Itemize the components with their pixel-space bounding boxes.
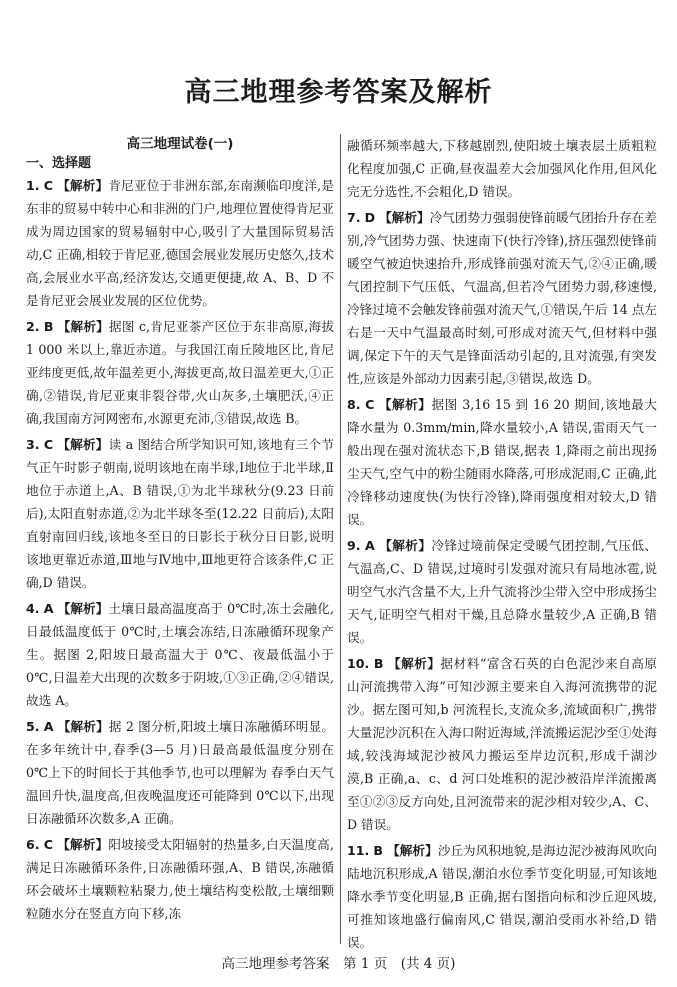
answer-letter: A	[43, 719, 54, 734]
analysis-tag: 【解析】	[57, 319, 110, 334]
section-heading: 一、选择题	[26, 156, 92, 171]
analysis-text: 冷气团势力强弱使锋前暖气团抬升存在差别,冷气团势力强、快速南下(快行冷锋),挤压强烈使锋前暖空气被迫快速抬升,形成锋前强对流天气,②④正确,暖气团控制下气压低、气温高,但若冷气团势力弱,移速慢,冷锋过境不会触发锋前强对流天气,①错误,午后 14 点左右是一天中气温最高时刻,可形成对流天气,但材料中强调,保定下午的天气是锋面活动引起的,且对流强,有突发性,应该是外部动力因素引起,③错误,故选 D。	[347, 210, 657, 386]
question-number: 7.	[347, 210, 361, 225]
analysis-text: 据图 c,肯尼亚茶产区位于东非高原,海拔 1 000 米以上,靠近赤道。与我国江南丘陵地区比,肯尼亚纬度更低,故年温差更小,海拔更高,故日温差更大,①正确,②错误,肯尼亚東非裂谷带,火山灰多,土壤肥沃,④正确,我国南方河网密布,水源更充沛,③错误,故选 B。	[26, 319, 334, 426]
right-items	[347, 206, 657, 954]
analysis-text: 阳坡接受太阳辐射的热量多,白天温度高,满足日冻融循环条件,日冻融循环强,A、B 错误,冻融循环会破坏土壤颗粒粘聚力,使土壤结构变松散,土壤细颗粒随水分在竖直方向下移,冻	[26, 837, 334, 921]
analysis-text: 冷锋过境前保定受暖气团控制,气压低、气温高,C、D 错误,过境时引发强对流只有局地冰雹,说明空气水汽含量不大,上升气流将沙尘带入空中形成扬尘天气,证明空气相对干燥,且总降水量较少,A 正确,B 错误。	[347, 538, 657, 645]
answer-letter: A	[43, 601, 54, 616]
analysis-text: 肯尼亚位于非洲东部,东南濒临印度洋,是东非的贸易中转中心和非洲的门户,地理位置使得肯尼亚成为周边国家的贸易辐射中心,吸引了大量国际贸易活动,C 正确,相较于肯尼亚,德国会展业发展历史悠久,技术高,会展业水平高,经济发达,交通更便捷,故 A、B、D 不是肯尼亚会展业发展的区位优势。	[26, 178, 334, 308]
page-title: 高三地理参考答案及解析	[184, 77, 493, 108]
answer-letter: C	[43, 437, 54, 452]
question-number: 6.	[26, 837, 40, 852]
analysis-tag: 【解析】	[57, 437, 109, 452]
analysis-tag: 【解析】	[387, 843, 438, 858]
analysis-tag: 【解析】	[379, 538, 432, 553]
question-number: 9.	[347, 538, 361, 553]
exam-subtitle: 高三地理试卷(一)	[126, 136, 234, 152]
column-divider	[340, 134, 341, 944]
answer-letter: C	[43, 837, 54, 852]
analysis-tag: 【解析】	[378, 397, 432, 412]
answer-item	[26, 433, 334, 594]
answer-item	[347, 206, 657, 390]
analysis-text: 据材料“富含石英的白色泥沙来自高原山河流携带入海”可知沙源主要来自入海河流携带的泥沙。据左图可知,b 河流程长,支流众多,流域面积广,携带大量泥沙沉积在入海口附近海域,洋流搬运泥沙至①处海域,较浅海域泥沙被风力搬运至岸边沉积,形成千湖沙漠,B 正确,a、c、d 河口处堆积的泥沙被沿岸洋流搬离至①②③反方向处,且河流带来的泥沙相对较少,A、C、D 错误。	[347, 656, 657, 832]
answer-letter: C	[43, 178, 54, 193]
continuation-text: 融循环频率越大,下移越剧烈,使阳坡土壤表层土质粗粒化程度加强,C 正确,昼夜温差大会加强风化作用,但风化完无分选性,不会粗化,D 错误。	[347, 138, 657, 199]
question-number: 3.	[26, 437, 40, 452]
analysis-text: 沙丘为风积地貌,是海边泥沙被海风吹向陆地沉积形成,A 错误,潮泊水位季节变化明显,可知该地降水季节变化明显,B 正确,据右图指向标和沙丘迎风坡,可推知该地盛行偏南风,C 错误,潮泊受雨水补给,D 错误。	[347, 843, 657, 950]
answer-item	[347, 393, 657, 531]
answer-letter: B	[43, 319, 54, 334]
left-column	[26, 134, 334, 928]
question-number: 5.	[26, 719, 40, 734]
analysis-text: 据图 3,16 15 到 16 20 期间,该地最大降水量为 0.3mm/min,降水量较小,A 错误,雷雨天气一般出现在强对流状态下,B 错误,据表 1,降雨之前出现扬尘天气,空气中的粉尘随雨水降落,可形成泥雨,C 正确,此冷锋移动速度快(为快行冷锋),降雨强度相对较大,D 错误。	[347, 397, 657, 527]
answer-item	[26, 597, 334, 712]
answer-letter: B	[373, 656, 384, 671]
analysis-tag: 【解析】	[57, 719, 109, 734]
answer-letter: C	[365, 397, 375, 412]
answer-letter: D	[364, 210, 376, 225]
question-number: 1.	[26, 178, 40, 193]
answer-item	[26, 715, 334, 830]
analysis-text: 据 2 图分析,阳坡土壤日冻融循环明显。在多年统计中,春季(3—5 月)日最高最低温度分别在 0℃上下的时间长于其他季节,也可以理解为 春季白天气温回升快,温度高,但夜晚温度还可能降到 0℃以下,出现日冻融循环次数多,A 正确。	[26, 719, 334, 826]
answer-item	[26, 315, 334, 430]
analysis-tag: 【解析】	[57, 601, 109, 616]
analysis-tag: 【解析】	[379, 210, 430, 225]
question-number: 8.	[347, 397, 361, 412]
answer-letter: B	[373, 843, 383, 858]
answer-item	[347, 652, 657, 836]
answer-item	[26, 833, 334, 925]
analysis-tag: 【解析】	[57, 837, 109, 852]
question-number: 10.	[347, 656, 370, 671]
page-footer: 高三地理参考答案 第 1 页 (共 4 页)	[221, 956, 456, 972]
left-items	[26, 174, 334, 925]
answer-item	[347, 839, 657, 954]
right-column	[347, 134, 657, 957]
answer-letter: A	[365, 538, 375, 553]
answer-item	[26, 174, 334, 312]
analysis-text: 读 a 图结合所学知识可知,该地有三个节气正午时影子朝南,说明该地在南半球,Ⅰ地位于北半球,Ⅱ地位于赤道上,A、B 错误,①为北半球秋分(9.23 日前后),太阳直射赤道,②为北半球冬至(12.22 日前后),太阳直射南回归线,该地冬至日的日影长于秋分日日影,说明该地更靠近赤道,Ⅲ地与Ⅳ地中,Ⅲ地更符合该条件,C 正确,D 错误。	[26, 437, 334, 590]
analysis-text: 土壤日最高温度高于 0℃时,冻土会融化,日最低温度低于 0℃时,土壤会冻结,日冻融循环现象产生。据图 2,阳坡日最高温大于 0℃、夜最低温小于 0℃,日温差大出现的次数多于阴坡,①③正确,②④错误,故选 A。	[26, 601, 334, 708]
question-number: 4.	[26, 601, 40, 616]
analysis-tag: 【解析】	[57, 178, 109, 193]
analysis-tag: 【解析】	[388, 656, 441, 671]
question-number: 2.	[26, 319, 40, 334]
question-number: 11.	[347, 843, 370, 858]
answer-item	[347, 534, 657, 649]
